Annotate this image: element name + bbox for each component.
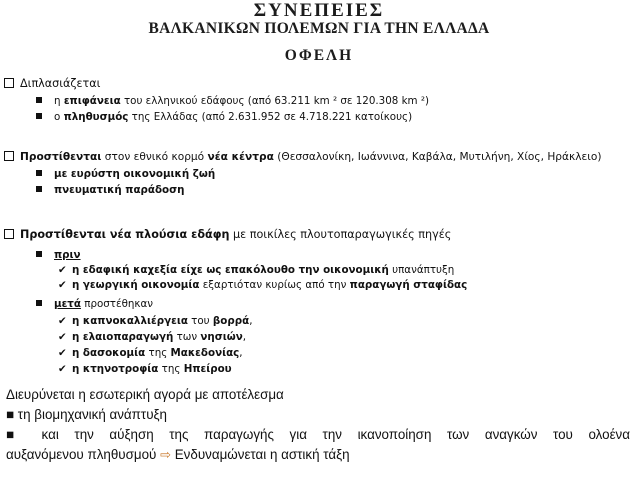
square-bullet-icon <box>36 113 42 119</box>
bottom-line-3: ■ και την αύξηση της παραγωγής για την ικανοποίηση των αναγκών του ολοένα <box>6 427 630 442</box>
checkmark-icon: ✔ <box>58 315 67 327</box>
bottom-text-block <box>6 385 630 465</box>
section1-item-1: η επιφάνεια του ελληνικού εδάφους (από 63.211 km ² σε 120.308 km ²) <box>36 95 429 107</box>
checkbox-square-icon <box>4 229 14 239</box>
checkmark-icon: ✔ <box>58 264 67 276</box>
title-line-3: ΟΦΕΛΗ <box>284 47 354 64</box>
after-item-4: ✔ η κτηνοτροφία της Ηπείρου <box>58 363 232 375</box>
after-item-2: ✔ η ελαιοπαραγωγή των νησιών, <box>58 331 247 343</box>
checkmark-icon: ✔ <box>58 363 67 375</box>
section1-heading: Διπλασιάζεται <box>4 77 100 90</box>
checkmark-icon: ✔ <box>58 331 67 343</box>
bottom-line-4: αυξανόμενου πληθυσμού ⇨ Ενδυναμώνεται η αστική τάξη <box>6 447 350 462</box>
after-item-3: ✔ η δασοκομία της Μακεδονίας, <box>58 347 243 359</box>
section2-item-2: πνευματική παράδοση <box>36 184 184 196</box>
checkmark-icon: ✔ <box>58 347 67 359</box>
checkbox-square-icon <box>4 78 14 88</box>
checkmark-icon: ✔ <box>58 279 67 291</box>
section2-item-1: με ευρύστη οικονομική ζωή <box>36 168 215 180</box>
title-line-2: ΒΑΛΚΑΝΙΚΩΝ ΠΟΛΕΜΩΝ ΓΙΑ ΤΗΝ ΕΛΛΑΔΑ <box>148 20 490 37</box>
section1-item-2: ο πληθυσμός της Ελλάδας (από 2.631.952 σε 4.718.221 κατοίκους) <box>36 111 412 123</box>
bottom-line-2: ■ τη βιομηχανική ανάπτυξη <box>6 407 167 422</box>
before-item-1: ✔ η εδαφική καχεξία είχε ως επακόλουθο την οικονομική υπανάπτυξη <box>58 264 455 276</box>
square-bullet-icon <box>36 170 42 176</box>
section3-heading: Προστίθενται νέα πλούσια εδάφη με ποικίλες πλουτοπαραγωγικές πηγές <box>4 228 451 241</box>
square-bullet-icon <box>36 251 42 257</box>
title-line-1: ΣΥΝΕΠΕΙΕΣ <box>253 0 385 21</box>
before-label: πριν <box>36 249 81 261</box>
square-bullet-icon <box>36 97 42 103</box>
arrow-right-icon: ⇨ <box>160 447 171 462</box>
square-bullet-icon <box>36 186 42 192</box>
before-item-2: ✔ η γεωργική οικονομία εξαρτιόταν κυρίως από την παραγωγή σταφίδας <box>58 279 468 291</box>
after-item-1: ✔ η καπνοκαλλιέργεια του βορρά, <box>58 315 253 327</box>
after-label: μετά προστέθηκαν <box>36 298 153 310</box>
bottom-line-1: Διευρύνεται η εσωτερική αγορά με αποτέλεσμα <box>6 387 284 402</box>
checkbox-square-icon <box>4 151 14 161</box>
section2-heading: Προστίθενται στον εθνικό κορμό νέα κέντρα (Θεσσαλονίκη, Ιωάννινα, Καβάλα, Μυτιλήνη, Χίος, Ηράκλειο) <box>4 151 601 163</box>
square-bullet-icon <box>36 300 42 306</box>
